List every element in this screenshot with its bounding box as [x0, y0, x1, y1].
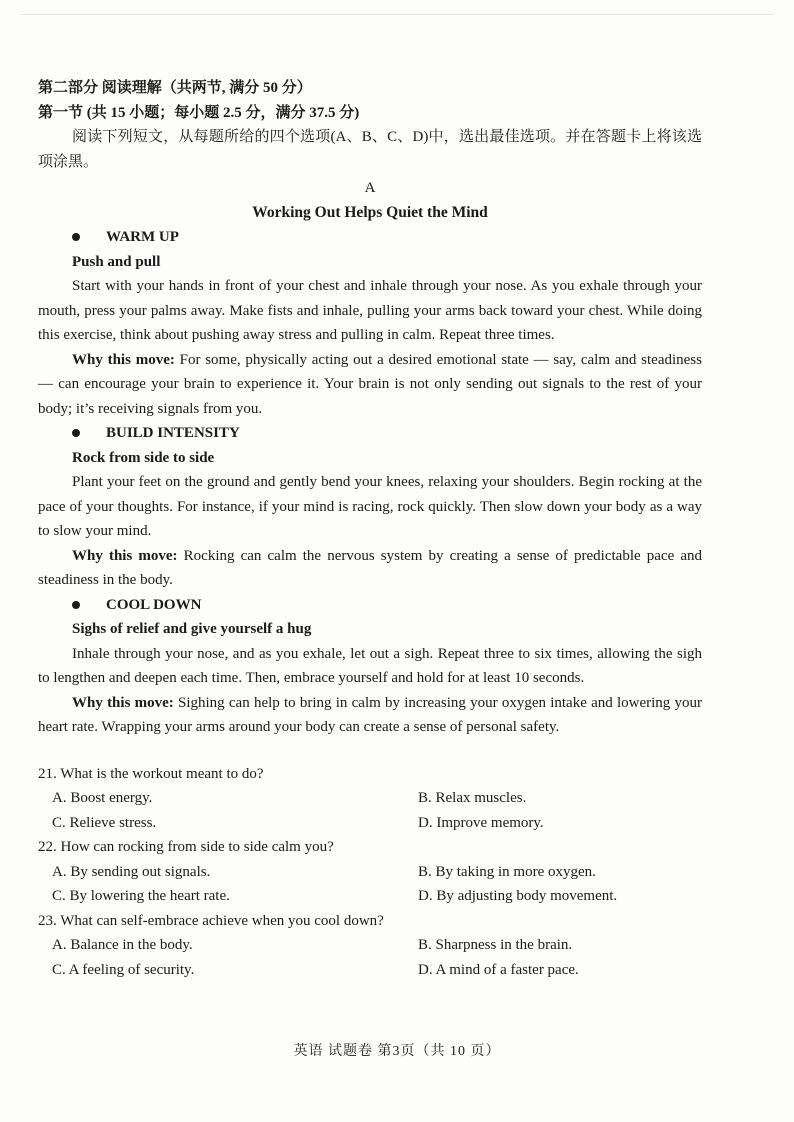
option-row	[38, 786, 702, 811]
page-footer: 英语 试题卷 第3页（共 10 页）	[293, 1044, 501, 1059]
question-stem: 22. How can rocking from side to side calm you?	[38, 839, 334, 855]
option-b: B. Sharpness in the brain.	[418, 937, 573, 953]
why-label: Why this move:	[72, 351, 175, 368]
option-c: C. A feeling of security.	[52, 961, 195, 978]
option-b: B. By taking in more oxygen.	[418, 863, 596, 880]
option-a: A. Balance in the body.	[52, 937, 193, 953]
why-paragraph	[38, 691, 702, 740]
questions-block	[38, 762, 702, 983]
why-text: For some, physically acting out a desired emotional state — say, calm and steadiness — can encourage your brain to experience it. Your brain is not only sending out signals to the rest of your body; it’s receiving signals from you.	[38, 351, 702, 417]
why-paragraph	[38, 348, 702, 422]
part-title: 第二部分 阅读理解（共两节, 满分 50 分）	[38, 80, 312, 96]
option-a: A. By sending out signals.	[52, 863, 211, 880]
section-subheading: Sighs of relief and give yourself a hug	[72, 621, 312, 637]
instructions: 阅读下列短文，从每题所给的四个选项(A、B、C、D)中，选出最佳选项。并在答题卡上将该选项涂黑。	[38, 129, 702, 170]
section-heading-label: BUILD INTENSITY	[106, 425, 240, 441]
section-body: Inhale through your nose, and as you exhale, let out a sigh. Repeat three to six times, allowing the sigh to lengthen and deepen each time. Then, embrace yourself and hold for at least 10 seconds.	[38, 645, 702, 686]
option-row	[38, 860, 702, 885]
top-divider	[20, 14, 774, 15]
section-heading-build-intensity	[72, 421, 702, 446]
why-label: Why this move:	[72, 694, 174, 711]
section-subheading: Push and pull	[72, 253, 161, 270]
option-c: C. Relieve stress.	[52, 814, 157, 831]
question-stem: 23. What can self-embrace achieve when you cool down?	[38, 912, 384, 929]
page-content	[38, 76, 702, 982]
option-d: D. Improve memory.	[418, 814, 544, 831]
passage-letter: A	[364, 180, 376, 196]
question-23	[38, 909, 702, 983]
bullet-icon	[72, 233, 80, 241]
why-text: Rocking can calm the nervous system by creating a sense of predictable pace and steadiness in the body.	[38, 547, 702, 588]
section-heading-label: WARM UP	[106, 229, 179, 245]
option-c: C. By lowering the heart rate.	[52, 888, 230, 904]
option-row	[38, 884, 702, 909]
option-row	[38, 811, 702, 836]
option-a: A. Boost energy.	[52, 790, 153, 806]
section-heading-label: COOL DOWN	[106, 596, 202, 613]
why-paragraph	[38, 544, 702, 593]
why-text: Sighing can help to bring in calm by increasing your oxygen intake and lowering your heart rate. Wrapping your arms around your body can create a sense of personal safety.	[38, 694, 702, 735]
bullet-icon	[72, 429, 80, 437]
section-body: Plant your feet on the ground and gently bend your knees, relaxing your shoulders. Begin rocking at the pace of your thoughts. For instance, if your mind is racing, rock quickly. Then slow down your body as a way to slow your mind.	[38, 474, 702, 539]
section-heading-cool-down	[72, 593, 702, 618]
option-d: D. By adjusting body movement.	[418, 888, 618, 904]
why-label: Why this move:	[72, 547, 178, 564]
question-22	[38, 835, 702, 909]
question-21	[38, 762, 702, 836]
section-heading-warm-up	[72, 225, 702, 250]
section-body: Start with your hands in front of your chest and inhale through your nose. As you exhale through your mouth, press your palms away. Make fists and inhale, pulling your arms back toward your chest. While doing this exercise, think about pushing away stress and pulling in calm. Repeat three times.	[38, 278, 702, 343]
option-row	[38, 933, 702, 958]
question-stem: 21. What is the workout meant to do?	[38, 765, 264, 782]
option-b: B. Relax muscles.	[418, 790, 527, 806]
section-title: 第一节 (共 15 小题；每小题 2.5 分，满分 37.5 分)	[38, 104, 360, 121]
passage-title: Working Out Helps Quiet the Mind	[252, 203, 488, 221]
option-d: D. A mind of a faster pace.	[418, 961, 579, 978]
option-row	[38, 958, 702, 983]
bullet-icon	[72, 601, 80, 609]
section-subheading: Rock from side to side	[72, 449, 215, 466]
